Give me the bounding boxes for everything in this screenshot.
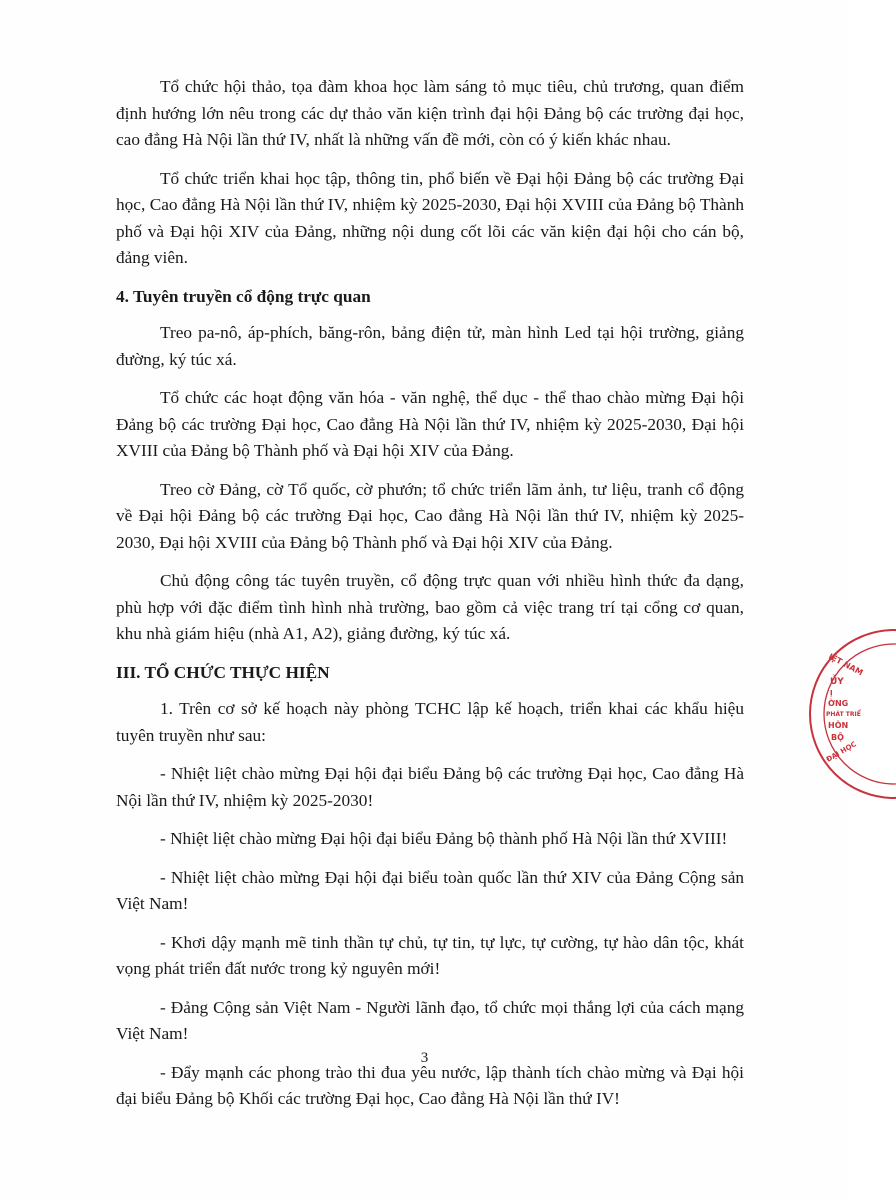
paragraph: Treo pa-nô, áp-phích, băng-rôn, bảng điện tử, màn hình Led tại hội trường, giảng đường, ký túc xá. — [116, 323, 744, 369]
svg-text:ỦY: ỦY — [830, 677, 844, 687]
paragraph: Chủ động công tác tuyên truyền, cổ động trực quan với nhiều hình thức đa dạng, phù hợp với đặc điểm tình hình nhà trường, bao gồm cả việc trang trí tại cổng cơ quan, khu nhà giám hiệu (nhà A1, A2), giảng đường, ký túc xá. — [116, 571, 744, 643]
slogan-item: - Nhiệt liệt chào mừng Đại hội đại biểu toàn quốc lần thứ XIV của Đảng Cộng sản Việt Nam! — [116, 867, 744, 913]
page-number: 3 — [420, 1050, 429, 1066]
slogan-item: - Đảng Cộng sản Việt Nam - Người lãnh đạo, tổ chức mọi thắng lợi của cách mạng Việt Nam! — [116, 997, 744, 1043]
section-heading-4: 4. Tuyên truyền cổ động trực quan — [116, 286, 371, 306]
paragraph: Tổ chức triển khai học tập, thông tin, phổ biến về Đại hội Đảng bộ các trường Đại học, Cao đẳng Hà Nội lần thứ IV, nhiệm kỳ 2025-2030, Đại hội XVIII của Đảng bộ Thành phố và Đại hội XIV của Đảng, những nội dung cốt lõi các văn kiện đại hội cho cán bộ, đảng viên. — [116, 168, 744, 267]
official-stamp — [806, 622, 896, 802]
section-heading-III: III. TỔ CHỨC THỰC HIỆN — [116, 662, 330, 682]
paragraph: Treo cờ Đảng, cờ Tổ quốc, cờ phướn; tổ chức triển lãm ảnh, tư liệu, tranh cổ động về Đại hội Đảng bộ các trường Đại học, Cao đẳng Hà Nội lần thứ IV, nhiệm kỳ 2025-2030, Đại hội XVIII của Đảng bộ Thành phố và Đại hội XIV của Đảng. — [116, 479, 744, 552]
svg-text:IỆT NAM: IỆT NAM — [827, 651, 865, 678]
svg-text:Ị: Ị — [830, 689, 833, 697]
document-body — [116, 74, 744, 1125]
slogan-item: - Nhiệt liệt chào mừng Đại hội đại biểu Đảng bộ thành phố Hà Nội lần thứ XVIII! — [160, 829, 728, 848]
paragraph: Tổ chức các hoạt động văn hóa - văn nghệ, thể dục - thể thao chào mừng Đại hội Đảng bộ các trường Đại học, Cao đẳng Hà Nội lần thứ IV, nhiệm kỳ 2025-2030, Đại hội XVIII của Đảng bộ Thành phố và Đại hội XIV của Đảng. — [116, 388, 744, 460]
paragraph: 1. Trên cơ sở kế hoạch này phòng TCHC lập kế hoạch, triển khai các khẩu hiệu tuyên truyền như sau: — [116, 699, 744, 745]
slogan-item: - Nhiệt liệt chào mừng Đại hội đại biểu Đảng bộ các trường Đại học, Cao đẳng Hà Nội lần thứ IV, nhiệm kỳ 2025-2030! — [116, 764, 744, 810]
svg-text:ỜNG: ỜNG — [828, 699, 849, 708]
paragraph: Tổ chức hội thảo, tọa đàm khoa học làm sáng tỏ mục tiêu, chủ trương, quan điểm định hướng lớn nêu trong các dự thảo văn kiện trình đại hội Đảng bộ các trường đại học, cao đẳng Hà Nội lần thứ IV, nhất là những vấn đề mới, còn có ý kiến khác nhau. — [116, 77, 744, 149]
svg-text:PHÁT TRIỂ: PHÁT TRIỂ — [826, 711, 861, 718]
slogan-item: - Khơi dậy mạnh mẽ tinh thần tự chủ, tự tin, tự lực, tự cường, tự hào dân tộc, khát vọng phát triển đất nước trong kỷ nguyên mới! — [116, 932, 744, 978]
svg-text:BỘ: BỘ — [831, 733, 844, 742]
svg-text:ĐẠI HỌC: ĐẠI HỌC — [825, 740, 858, 764]
slogan-item: - Đẩy mạnh các phong trào thi đua yêu nước, lập thành tích chào mừng và Đại hội đại biểu Đảng bộ Khối các trường Đại học, Cao đẳng Hà Nội lần thứ IV! — [116, 1062, 744, 1108]
svg-text:HÔN: HÔN — [828, 721, 849, 730]
